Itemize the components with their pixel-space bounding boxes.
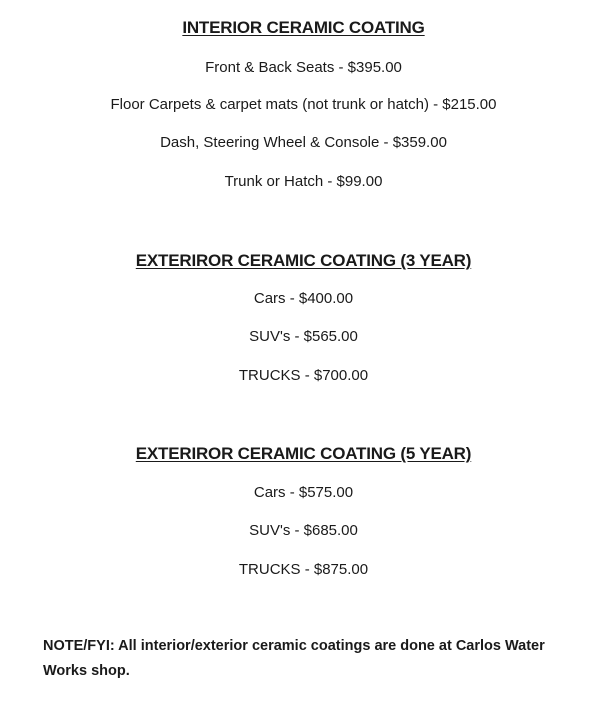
exterior-5yr-item-suvs: SUV's - $685.00	[249, 522, 358, 539]
exterior-5yr-item-cars: Cars - $575.00	[253, 484, 354, 501]
interior-section-title: INTERIOR CERAMIC COATING	[182, 18, 425, 37]
exterior-3yr-section-title: EXTERIROR CERAMIC COATING (3 YEAR)	[135, 251, 472, 270]
exterior-3yr-item-cars: Cars - $400.00	[253, 290, 354, 307]
interior-item-dash: Dash, Steering Wheel & Console - $359.00	[160, 134, 447, 151]
exterior-3yr-item-trucks: TRUCKS - $700.00	[238, 367, 369, 384]
interior-item-trunk: Trunk or Hatch - $99.00	[224, 173, 383, 190]
exterior-5yr-section-title: EXTERIROR CERAMIC COATING (5 YEAR)	[135, 444, 472, 463]
exterior-3yr-item-suvs: SUV's - $565.00	[249, 328, 358, 345]
shop-note: NOTE/FYI: All interior/exterior ceramic coatings are done at Carlos Water Works shop.	[43, 638, 545, 679]
exterior-5yr-item-trucks: TRUCKS - $875.00	[238, 561, 369, 578]
interior-item-carpets: Floor Carpets & carpet mats (not trunk or hatch) - $215.00	[110, 96, 497, 113]
interior-item-seats: Front & Back Seats - $395.00	[205, 59, 402, 76]
